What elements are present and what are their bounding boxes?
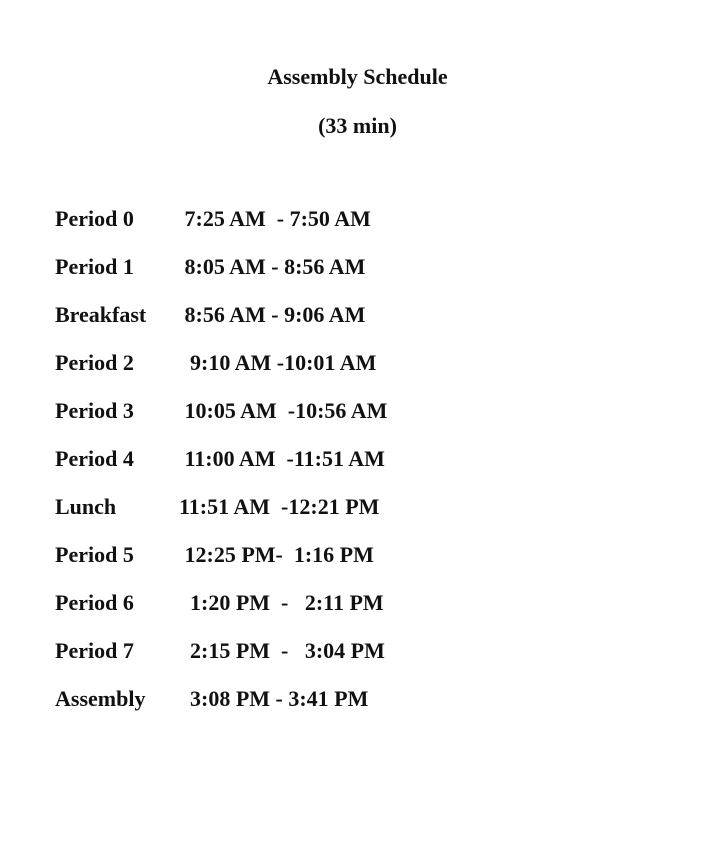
schedule-time: 8:56 AM - 9:06 AM [179,302,366,327]
schedule-label: Period 6 [55,590,134,615]
schedule-label: Lunch [55,494,117,519]
schedule-row [55,206,371,254]
schedule-label: Period 3 [55,398,134,423]
schedule-label: Period 4 [55,446,134,471]
schedule-time: 10:05 AM -10:56 AM [179,398,388,423]
schedule-label: Period 2 [55,350,134,375]
schedule-row [55,254,366,302]
schedule-time: 1:20 PM - 2:11 PM [179,590,384,615]
schedule-time: 11:51 AM -12:21 PM [179,494,380,519]
schedule-row [55,398,388,446]
schedule-row [55,638,385,686]
schedule-label: Breakfast [55,302,147,327]
schedule-time: 9:10 AM -10:01 AM [179,350,377,375]
schedule-time: 2:15 PM - 3:04 PM [179,638,385,663]
schedule-label: Period 1 [55,254,134,279]
page-subtitle: (33 min) [318,113,397,138]
schedule-time: 12:25 PM- 1:16 PM [179,542,374,567]
schedule-list [55,206,388,734]
schedule-label: Period 7 [55,638,134,663]
schedule-label: Period 5 [55,542,134,567]
schedule-time: 3:08 PM - 3:41 PM [179,686,369,711]
schedule-row [55,350,377,398]
schedule-time: 11:00 AM -11:51 AM [179,446,385,471]
schedule-label: Assembly [55,686,146,711]
schedule-label: Period 0 [55,206,134,231]
schedule-row [55,446,385,494]
schedule-row [55,590,384,638]
schedule-row [55,542,374,590]
schedule-time: 8:05 AM - 8:56 AM [179,254,366,279]
schedule-time: 7:25 AM - 7:50 AM [179,206,371,231]
schedule-row [55,302,366,350]
page-title: Assembly Schedule [267,64,448,89]
schedule-row [55,494,380,542]
schedule-row [55,686,369,734]
